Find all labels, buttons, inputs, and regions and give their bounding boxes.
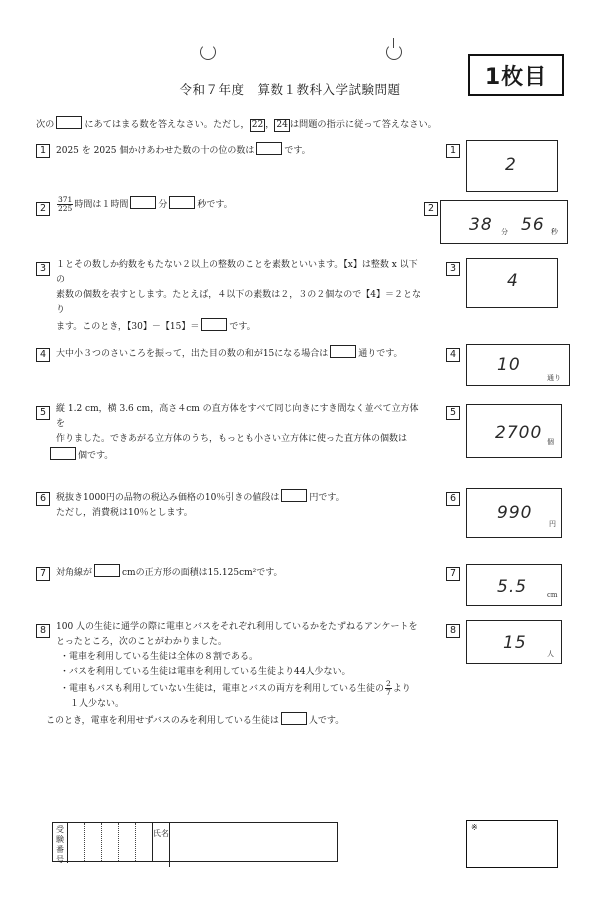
punch-hole-right	[386, 44, 402, 60]
answer-value-sec: 56	[521, 215, 545, 235]
exam-number-digit[interactable]	[119, 823, 136, 861]
answer-number: 8	[446, 624, 460, 638]
page-title: 令和７年度 算数１教科入学試験問題	[179, 82, 401, 97]
answer-box-8[interactable]	[466, 620, 562, 664]
question-number: 2	[36, 202, 50, 216]
answer-unit: 分	[501, 228, 508, 236]
grader-mark: ※	[471, 823, 478, 832]
instructions: 次の にあてはまる数を答えなさい。ただし， 22 ， 24 は問題の指示に従って答えなさい。	[36, 116, 456, 132]
exam-number-digit[interactable]	[102, 823, 119, 861]
blank-box	[56, 116, 82, 129]
answer-box-1[interactable]	[466, 140, 558, 192]
question-3-text: １とその数しか約数をもたない２以上の整数のことを素数といいます。【x】は整数 x 以下の 素数の個数を表すとします。たとえば，４以下の素数は２，３の２個なので【4】＝２となり ます。このとき，【30】－【15】＝ です。	[56, 260, 422, 332]
question-number: 6	[36, 492, 50, 506]
answer-value: 2700	[495, 423, 543, 443]
punch-mark	[393, 38, 394, 48]
question-2-text: $\frac{371}{225}$ 時間は１時間 分 秒です。	[58, 195, 233, 213]
grader-box	[466, 820, 558, 868]
answer-value: 990	[497, 503, 533, 523]
name-label: 氏名	[153, 823, 170, 867]
question-8-text: 100 人の生徒に通学の際に電車とバスをそれぞれ利用しているかをたずねるアンケートを とったところ，次のことがわかりました。 ・電車を利用している生徒は全体の８割である。 ・バスを利用している生徒は電車を利用している生徒より44人少ない。 ・電車もバスも利用していない生徒は，電車とバスの両方を利用している生徒の $\frac{2}{7}$ より １人少ない。 このとき，電車を利用せずバスのみを利用している生徒は 人です。	[46, 622, 418, 726]
answer-unit: 秒	[551, 228, 558, 236]
answer-unit: 個	[547, 438, 554, 446]
exam-number-digit[interactable]	[68, 823, 85, 861]
question-4-text: 大中小３つのさいころを振って，出た目の数の和が15になる場合は 通りです。	[56, 345, 403, 362]
answer-box-2[interactable]	[440, 200, 568, 244]
answer-number: 4	[446, 348, 460, 362]
answer-value: 4	[507, 271, 519, 291]
question-number: 3	[36, 262, 50, 276]
examinee-info-box	[52, 822, 338, 862]
answer-box-5[interactable]	[466, 404, 562, 458]
answer-unit: 人	[547, 650, 554, 658]
question-number: 5	[36, 406, 50, 420]
answer-value: 2	[505, 155, 517, 175]
answer-number: 7	[446, 567, 460, 581]
exam-number-digit[interactable]	[136, 823, 153, 861]
answer-number: 3	[446, 262, 460, 276]
answer-value: 15	[503, 633, 527, 653]
question-number: 1	[36, 144, 50, 158]
answer-number: 2	[424, 202, 438, 216]
exam-number-label: 受験番号	[53, 823, 68, 863]
answer-unit: 通り	[547, 374, 561, 382]
answer-value-min: 38	[469, 215, 493, 235]
answer-box-4[interactable]	[466, 344, 570, 386]
question-7-text: 対角線が cmの正方形の面積は15.125cm²です。	[56, 564, 283, 581]
question-1-text: 2025 を 2025 個かけあわせた数の十の位の数は です。	[56, 142, 311, 159]
answer-number: 6	[446, 492, 460, 506]
answer-box-3[interactable]	[466, 258, 558, 308]
question-5-text: 縦 1.2 cm，横 3.6 cm，高さ４cm の直方体をすべて同じ向きにすき間なく並べて立方体を 作りました。できあがる立方体のうち，もっとも小さい立方体に使った直方体の個数は 個です。	[56, 402, 426, 464]
question-ref-22: 22	[251, 120, 264, 130]
question-6-text: 税抜き1000円の品物の税込み価格の10％引きの値段は 円です。 ただし，消費税は10％とします。	[56, 489, 345, 521]
question-ref-24: 24	[276, 120, 288, 130]
answer-value: 10	[497, 355, 521, 375]
answer-number: 1	[446, 144, 460, 158]
answer-unit: 円	[549, 520, 556, 528]
exam-number-digit[interactable]	[85, 823, 102, 861]
page-tag: 1枚目	[468, 54, 564, 96]
name-field[interactable]	[170, 823, 337, 861]
answer-box-6[interactable]	[466, 488, 562, 538]
answer-value: 5.5	[497, 577, 528, 597]
question-number: 4	[36, 348, 50, 362]
question-number: 7	[36, 567, 50, 581]
answer-unit: cm	[547, 591, 558, 599]
answer-box-7[interactable]	[466, 564, 562, 606]
question-number: 8	[36, 624, 50, 638]
answer-number: 5	[446, 406, 460, 420]
punch-hole-left	[200, 44, 216, 60]
